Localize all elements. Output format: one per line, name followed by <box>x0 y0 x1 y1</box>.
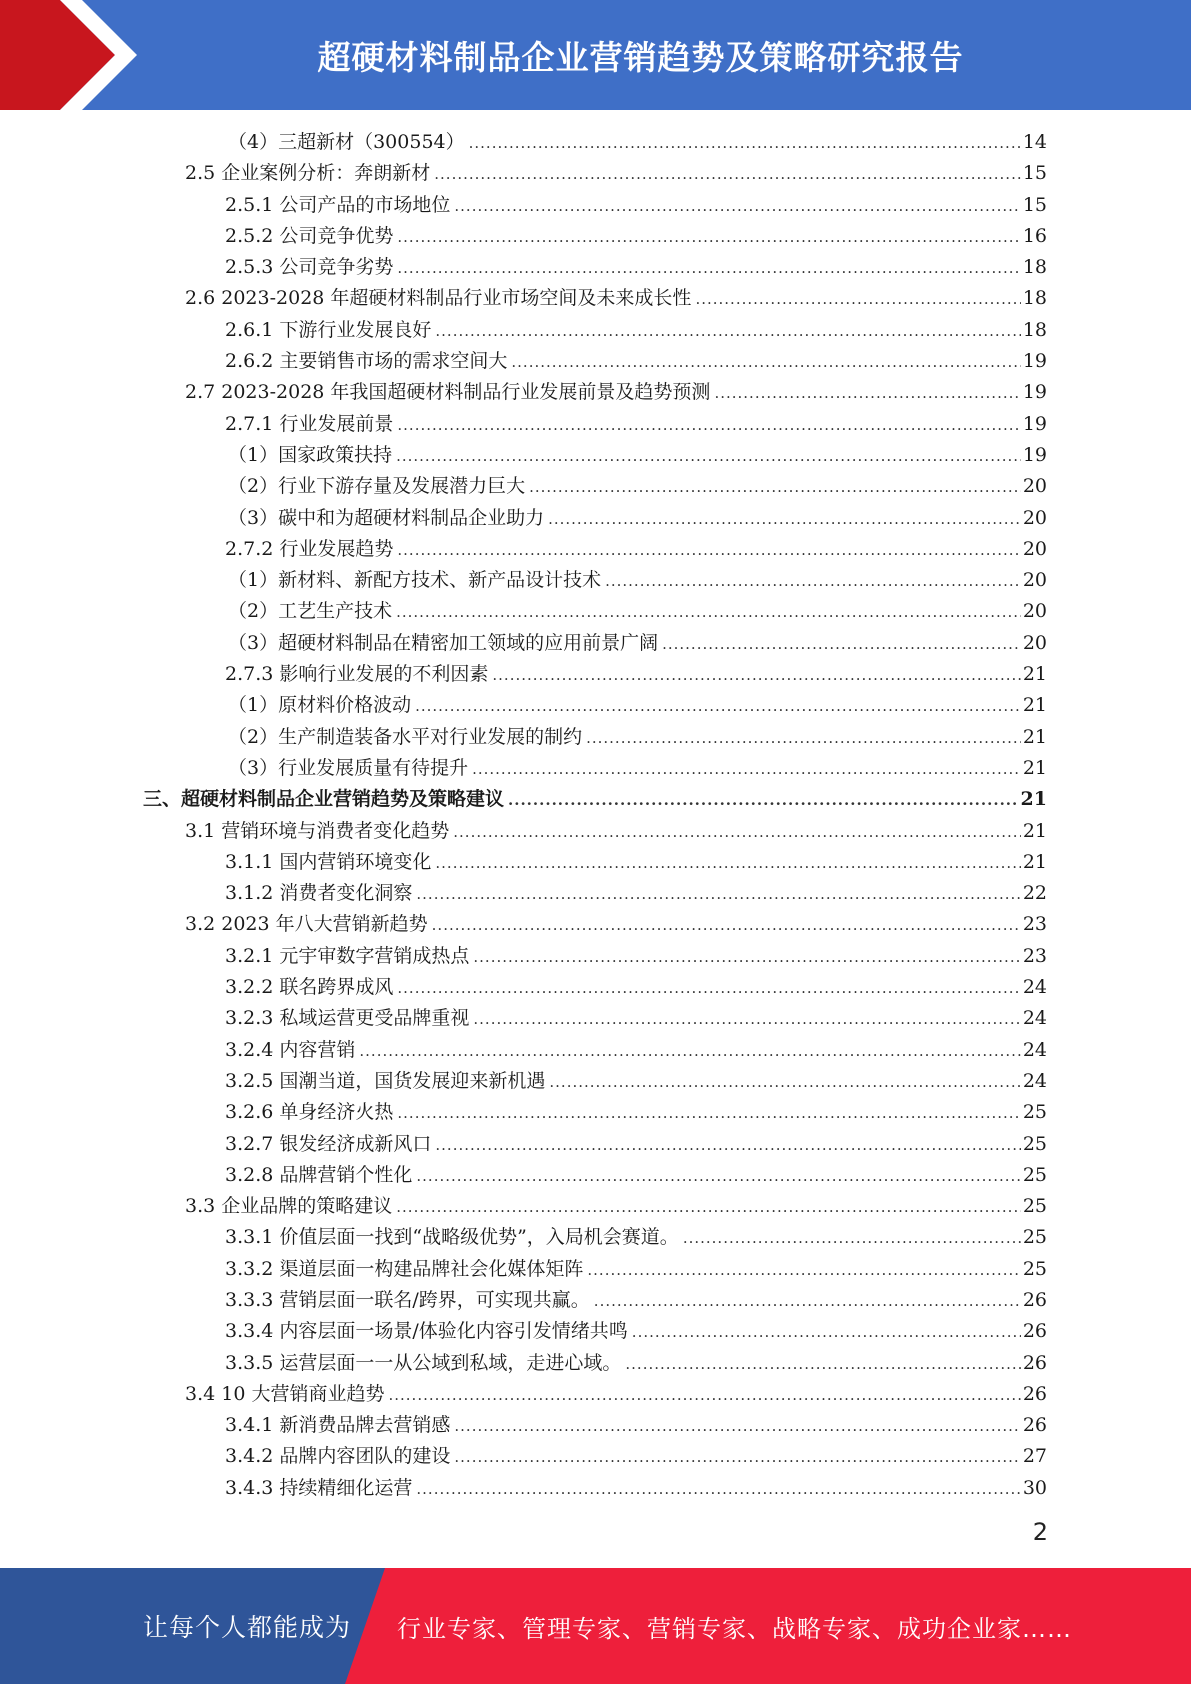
toc-leader-dots <box>454 1442 1020 1473</box>
toc-entry-page: 19 <box>1022 443 1047 466</box>
toc-entry-line <box>185 283 1047 314</box>
toc-entry-title: 3.2.4 内容营销 <box>225 1035 359 1066</box>
toc-entry-line <box>228 565 1047 596</box>
toc-entry-page: 25 <box>1022 1132 1047 1155</box>
toc-entry-page: 25 <box>1022 1163 1047 1186</box>
toc-entry-line <box>185 816 1047 847</box>
toc-entry-line <box>225 409 1047 440</box>
toc-entry-title: 3.2.7 银发经济成新风口 <box>225 1129 435 1160</box>
toc-entry-title: 3.2.8 品牌营销个性化 <box>225 1160 416 1191</box>
toc-entry-line <box>225 1348 1047 1379</box>
toc-leader-dots <box>435 316 1020 347</box>
toc-leader-dots <box>632 1317 1021 1348</box>
toc-leader-dots <box>662 629 1021 660</box>
toc-entry-line <box>225 1035 1047 1066</box>
toc-entry-title: 2.6.2 主要销售市场的需求空间大 <box>225 346 511 377</box>
toc-entry-line <box>228 440 1047 471</box>
toc-entry-page: 21 <box>1022 725 1047 748</box>
toc-entry[interactable] <box>0 753 1191 784</box>
toc-leader-dots <box>396 597 1021 628</box>
toc-entry-title: 3.2 2023 年八大营销新趋势 <box>185 909 432 940</box>
toc-entry-page: 20 <box>1022 631 1047 654</box>
toc-entry[interactable] <box>0 1254 1191 1285</box>
toc-leader-dots <box>529 472 1021 503</box>
toc-leader-dots <box>434 159 1021 190</box>
toc-entry[interactable] <box>0 878 1191 909</box>
toc-entry-line <box>225 1129 1047 1160</box>
toc-entry-line <box>228 127 1047 158</box>
toc-entry[interactable] <box>0 1473 1191 1504</box>
toc-entry[interactable] <box>0 909 1191 940</box>
toc-entry-page: 26 <box>1022 1288 1047 1311</box>
toc-entry[interactable] <box>0 1222 1191 1253</box>
toc-entry[interactable] <box>0 534 1191 565</box>
toc-entry-page: 24 <box>1022 976 1047 999</box>
toc-entry[interactable] <box>0 690 1191 721</box>
toc-entry-page: 24 <box>1022 1007 1047 1030</box>
toc-entry-title: 3.4 10 大营销商业趋势 <box>185 1379 388 1410</box>
toc-leader-dots <box>416 879 1020 910</box>
toc-entry-title: 2.5 企业案例分析：奔朗新材 <box>185 158 434 189</box>
toc-entry[interactable] <box>0 1003 1191 1034</box>
toc-entry-title: （2）生产制造装备水平对行业发展的制约 <box>228 722 586 753</box>
toc-leader-dots <box>548 504 1021 535</box>
toc-entry-page: 25 <box>1022 1226 1047 1249</box>
report-title: 超硬材料制品企业营销趋势及策略研究报告 <box>317 37 964 77</box>
toc-entry-title: 3.3.3 营销层面一联名/跨界，可实现共赢。 <box>225 1285 594 1316</box>
toc-entry-page: 20 <box>1022 600 1047 623</box>
toc-entry[interactable] <box>0 565 1191 596</box>
toc-entry-page: 18 <box>1022 287 1047 310</box>
toc-entry-page: 23 <box>1022 913 1047 936</box>
toc-entry-title: 3.2.2 联名跨界成风 <box>225 972 397 1003</box>
toc-entry-page: 22 <box>1022 882 1047 905</box>
toc-entry-title: 三、超硬材料制品企业营销趋势及策略建议 <box>143 784 508 815</box>
toc-entry[interactable] <box>0 471 1191 502</box>
toc-entry-title: （1）国家政策扶持 <box>228 440 396 471</box>
toc-entry-title: 3.1 营销环境与消费者变化趋势 <box>185 816 453 847</box>
toc-entry-line <box>185 158 1047 189</box>
toc-entry-page: 21 <box>1020 788 1047 811</box>
toc-leader-dots <box>416 1161 1020 1192</box>
table-of-contents <box>0 127 1191 1504</box>
toc-leader-dots <box>473 942 1020 973</box>
toc-entry-title: 3.4.2 品牌内容团队的建设 <box>225 1441 454 1472</box>
toc-entry-page: 14 <box>1022 131 1047 153</box>
toc-entry[interactable] <box>0 1097 1191 1128</box>
toc-entry[interactable] <box>0 1191 1191 1222</box>
toc-leader-dots <box>397 253 1020 284</box>
toc-entry-title: 2.6.1 下游行业发展良好 <box>225 315 435 346</box>
toc-leader-dots <box>359 1036 1020 1067</box>
toc-entry-page: 21 <box>1022 819 1047 842</box>
toc-entry-page: 30 <box>1022 1476 1047 1499</box>
toc-entry-page: 26 <box>1022 1414 1047 1437</box>
toc-entry[interactable] <box>0 1129 1191 1160</box>
toc-entry-title: 2.7 2023-2028 年我国超硬材料制品行业发展前景及趋势预测 <box>185 377 714 408</box>
toc-leader-dots <box>695 284 1020 315</box>
toc-entry-title: 3.3.1 价值层面一找到“战略级优势”，入局机会赛道。 <box>225 1222 683 1253</box>
toc-leader-dots <box>605 566 1021 597</box>
toc-entry-line <box>225 1254 1047 1285</box>
toc-entry-line <box>225 1473 1047 1504</box>
toc-entry-page: 15 <box>1022 193 1047 216</box>
toc-entry-title: 3.2.6 单身经济火热 <box>225 1097 397 1128</box>
toc-entry-page: 20 <box>1022 569 1047 592</box>
toc-entry-line <box>225 1097 1047 1128</box>
toc-entry-title: 3.3 企业品牌的策略建议 <box>185 1191 396 1222</box>
toc-entry-line <box>225 346 1047 377</box>
toc-leader-dots <box>714 378 1020 409</box>
toc-entry-title: （1）原材料价格波动 <box>228 690 415 721</box>
toc-leader-dots <box>454 1411 1020 1442</box>
page-number: 2 <box>1032 1518 1048 1546</box>
toc-entry-page: 25 <box>1022 1257 1047 1280</box>
toc-entry-page: 21 <box>1022 756 1047 779</box>
toc-entry-line <box>225 1316 1047 1347</box>
toc-entry[interactable] <box>0 1441 1191 1472</box>
toc-entry-title: 3.3.4 内容层面一场景/体验化内容引发情绪共鸣 <box>225 1316 632 1347</box>
toc-entry-line <box>225 252 1047 283</box>
toc-entry-page: 15 <box>1022 162 1047 185</box>
toc-entry[interactable] <box>0 596 1191 627</box>
toc-entry-line <box>225 1222 1047 1253</box>
toc-leader-dots <box>508 785 1019 816</box>
toc-entry-title: 3.1.1 国内营销环境变化 <box>225 847 435 878</box>
toc-entry-line <box>225 1160 1047 1191</box>
toc-entry[interactable] <box>0 158 1191 189</box>
toc-entry-line <box>225 1066 1047 1097</box>
toc-entry-line <box>228 753 1047 784</box>
toc-entry-page: 19 <box>1022 381 1047 404</box>
toc-leader-dots <box>415 691 1021 722</box>
toc-entry-line <box>228 596 1047 627</box>
toc-entry[interactable] <box>0 1348 1191 1379</box>
toc-entry-line <box>225 534 1047 565</box>
toc-entry-line <box>225 972 1047 1003</box>
toc-leader-dots <box>625 1349 1020 1380</box>
toc-entry-title: （3）超硬材料制品在精密加工领域的应用前景广阔 <box>228 628 662 659</box>
toc-entry-title: 3.3.2 渠道层面一构建品牌社会化媒体矩阵 <box>225 1254 587 1285</box>
toc-leader-dots <box>416 1474 1020 1505</box>
page-header <box>0 0 1191 110</box>
toc-entry-title: 3.2.3 私域运营更受品牌重视 <box>225 1003 473 1034</box>
toc-entry[interactable] <box>0 1379 1191 1410</box>
toc-entry-page: 20 <box>1022 506 1047 529</box>
toc-entry-line <box>225 190 1047 221</box>
toc-leader-dots <box>397 1098 1020 1129</box>
toc-entry[interactable] <box>0 503 1191 534</box>
toc-leader-dots <box>454 191 1020 222</box>
toc-leader-dots <box>549 1067 1020 1098</box>
toc-leader-dots <box>397 535 1020 566</box>
toc-entry[interactable] <box>0 440 1191 471</box>
toc-entry-line <box>225 1441 1047 1472</box>
toc-entry-line <box>143 784 1047 815</box>
toc-entry-title: 3.2.5 国潮当道，国货发展迎来新机遇 <box>225 1066 549 1097</box>
toc-entry-page: 19 <box>1022 412 1047 435</box>
toc-entry-title: 2.5.3 公司竞争劣势 <box>225 252 397 283</box>
toc-entry[interactable] <box>0 190 1191 221</box>
toc-entry-line <box>228 471 1047 502</box>
toc-entry[interactable] <box>0 1410 1191 1441</box>
toc-entry-page: 20 <box>1022 475 1047 498</box>
toc-entry-page: 21 <box>1022 694 1047 717</box>
footer-slogan-right: 行业专家、管理专家、营销专家、战略专家、成功企业家…… <box>397 1614 1072 1643</box>
toc-leader-dots <box>586 723 1021 754</box>
toc-entry-page: 26 <box>1022 1351 1047 1374</box>
toc-leader-dots <box>472 754 1021 785</box>
toc-leader-dots <box>453 817 1021 848</box>
page-footer <box>0 1568 1191 1684</box>
toc-leader-dots <box>396 1192 1021 1223</box>
toc-entry-line <box>225 847 1047 878</box>
toc-entry-title: 3.3.5 运营层面一一从公域到私域，走进心域。 <box>225 1348 625 1379</box>
toc-leader-dots <box>432 910 1021 941</box>
toc-entry-title: 2.6 2023-2028 年超硬材料制品行业市场空间及未来成长性 <box>185 283 695 314</box>
toc-leader-dots <box>594 1286 1021 1317</box>
toc-entry-title: 3.1.2 消费者变化洞察 <box>225 878 416 909</box>
toc-entry[interactable] <box>0 315 1191 346</box>
toc-entry-title: 2.5.2 公司竞争优势 <box>225 221 397 252</box>
toc-leader-dots <box>473 1004 1020 1035</box>
toc-entry-page: 25 <box>1022 1195 1047 1218</box>
toc-entry-line <box>228 628 1047 659</box>
toc-entry[interactable] <box>0 127 1191 158</box>
toc-entry-page: 24 <box>1022 1038 1047 1061</box>
toc-entry[interactable] <box>0 221 1191 252</box>
toc-entry-line <box>185 377 1047 408</box>
toc-leader-dots <box>683 1223 1021 1254</box>
toc-entry-line <box>228 503 1047 534</box>
toc-entry[interactable] <box>0 283 1191 314</box>
toc-entry-line <box>225 315 1047 346</box>
toc-leader-dots <box>492 660 1020 691</box>
toc-entry-line <box>228 722 1047 753</box>
arrow-chevron-icon <box>0 0 160 110</box>
toc-entry[interactable] <box>0 1285 1191 1316</box>
toc-entry-page: 24 <box>1022 1069 1047 1092</box>
toc-entry[interactable] <box>0 346 1191 377</box>
toc-entry-page: 21 <box>1022 850 1047 873</box>
toc-entry-title: （1）新材料、新配方技术、新产品设计技术 <box>228 565 605 596</box>
toc-entry[interactable] <box>0 1035 1191 1066</box>
toc-entry[interactable] <box>0 252 1191 283</box>
toc-entry-line <box>225 1410 1047 1441</box>
toc-entry-line <box>185 1191 1047 1222</box>
toc-leader-dots <box>397 410 1020 441</box>
toc-entry[interactable] <box>0 722 1191 753</box>
toc-leader-dots <box>469 128 1021 159</box>
toc-entry-page: 18 <box>1022 256 1047 279</box>
toc-entry-title: （3）碳中和为超硬材料制品企业助力 <box>228 503 548 534</box>
toc-leader-dots <box>511 347 1020 378</box>
toc-entry[interactable] <box>0 1316 1191 1347</box>
toc-leader-dots <box>587 1255 1020 1286</box>
toc-entry[interactable] <box>0 1160 1191 1191</box>
toc-entry-line <box>185 1379 1047 1410</box>
toc-entry-line <box>225 221 1047 252</box>
toc-entry-title: 3.4.1 新消费品牌去营销感 <box>225 1410 454 1441</box>
toc-entry-title: （2）行业下游存量及发展潜力巨大 <box>228 471 529 502</box>
toc-entry[interactable] <box>0 409 1191 440</box>
toc-entry[interactable] <box>0 972 1191 1003</box>
toc-entry-line <box>225 878 1047 909</box>
toc-entry[interactable] <box>0 847 1191 878</box>
toc-entry-page: 16 <box>1022 224 1047 247</box>
toc-entry-page: 25 <box>1022 1101 1047 1124</box>
toc-entry-line <box>225 941 1047 972</box>
footer-slogan-left: 让每个人都能成为 <box>143 1613 352 1642</box>
toc-entry-title: 2.5.1 公司产品的市场地位 <box>225 190 454 221</box>
toc-entry-page: 19 <box>1022 350 1047 373</box>
toc-entry[interactable] <box>0 377 1191 408</box>
toc-entry-page: 21 <box>1022 663 1047 686</box>
toc-entry[interactable] <box>0 941 1191 972</box>
toc-entry-page: 23 <box>1022 944 1047 967</box>
toc-entry-page: 26 <box>1022 1382 1047 1405</box>
toc-entry-title: 3.4.3 持续精细化运营 <box>225 1473 416 1504</box>
toc-entry-title: 2.7.3 影响行业发展的不利因素 <box>225 659 492 690</box>
toc-entry-title: 2.7.2 行业发展趋势 <box>225 534 397 565</box>
toc-entry-title: 3.2.1 元宇审数字营销成热点 <box>225 941 473 972</box>
toc-leader-dots <box>396 441 1021 472</box>
toc-entry-title: （2）工艺生产技术 <box>228 596 396 627</box>
toc-entry-page: 26 <box>1022 1320 1047 1343</box>
toc-leader-dots <box>435 1130 1020 1161</box>
toc-entry-title: 2.7.1 行业发展前景 <box>225 409 397 440</box>
toc-entry-page: 27 <box>1022 1445 1047 1468</box>
toc-entry-title: （3）行业发展质量有待提升 <box>228 753 472 784</box>
toc-entry[interactable] <box>0 784 1191 815</box>
toc-leader-dots <box>388 1380 1020 1411</box>
toc-entry-line <box>228 690 1047 721</box>
toc-leader-dots <box>397 973 1020 1004</box>
toc-leader-dots <box>435 848 1020 879</box>
toc-entry[interactable] <box>0 816 1191 847</box>
toc-entry-page: 18 <box>1022 318 1047 341</box>
toc-entry-line <box>185 909 1047 940</box>
toc-entry[interactable] <box>0 659 1191 690</box>
toc-entry[interactable] <box>0 1066 1191 1097</box>
toc-entry-line <box>225 1003 1047 1034</box>
toc-entry[interactable] <box>0 628 1191 659</box>
toc-leader-dots <box>397 222 1020 253</box>
toc-entry-line <box>225 1285 1047 1316</box>
toc-entry-line <box>225 659 1047 690</box>
toc-entry-page: 20 <box>1022 537 1047 560</box>
toc-entry-title: （4）三超新材（300554） <box>228 127 469 158</box>
